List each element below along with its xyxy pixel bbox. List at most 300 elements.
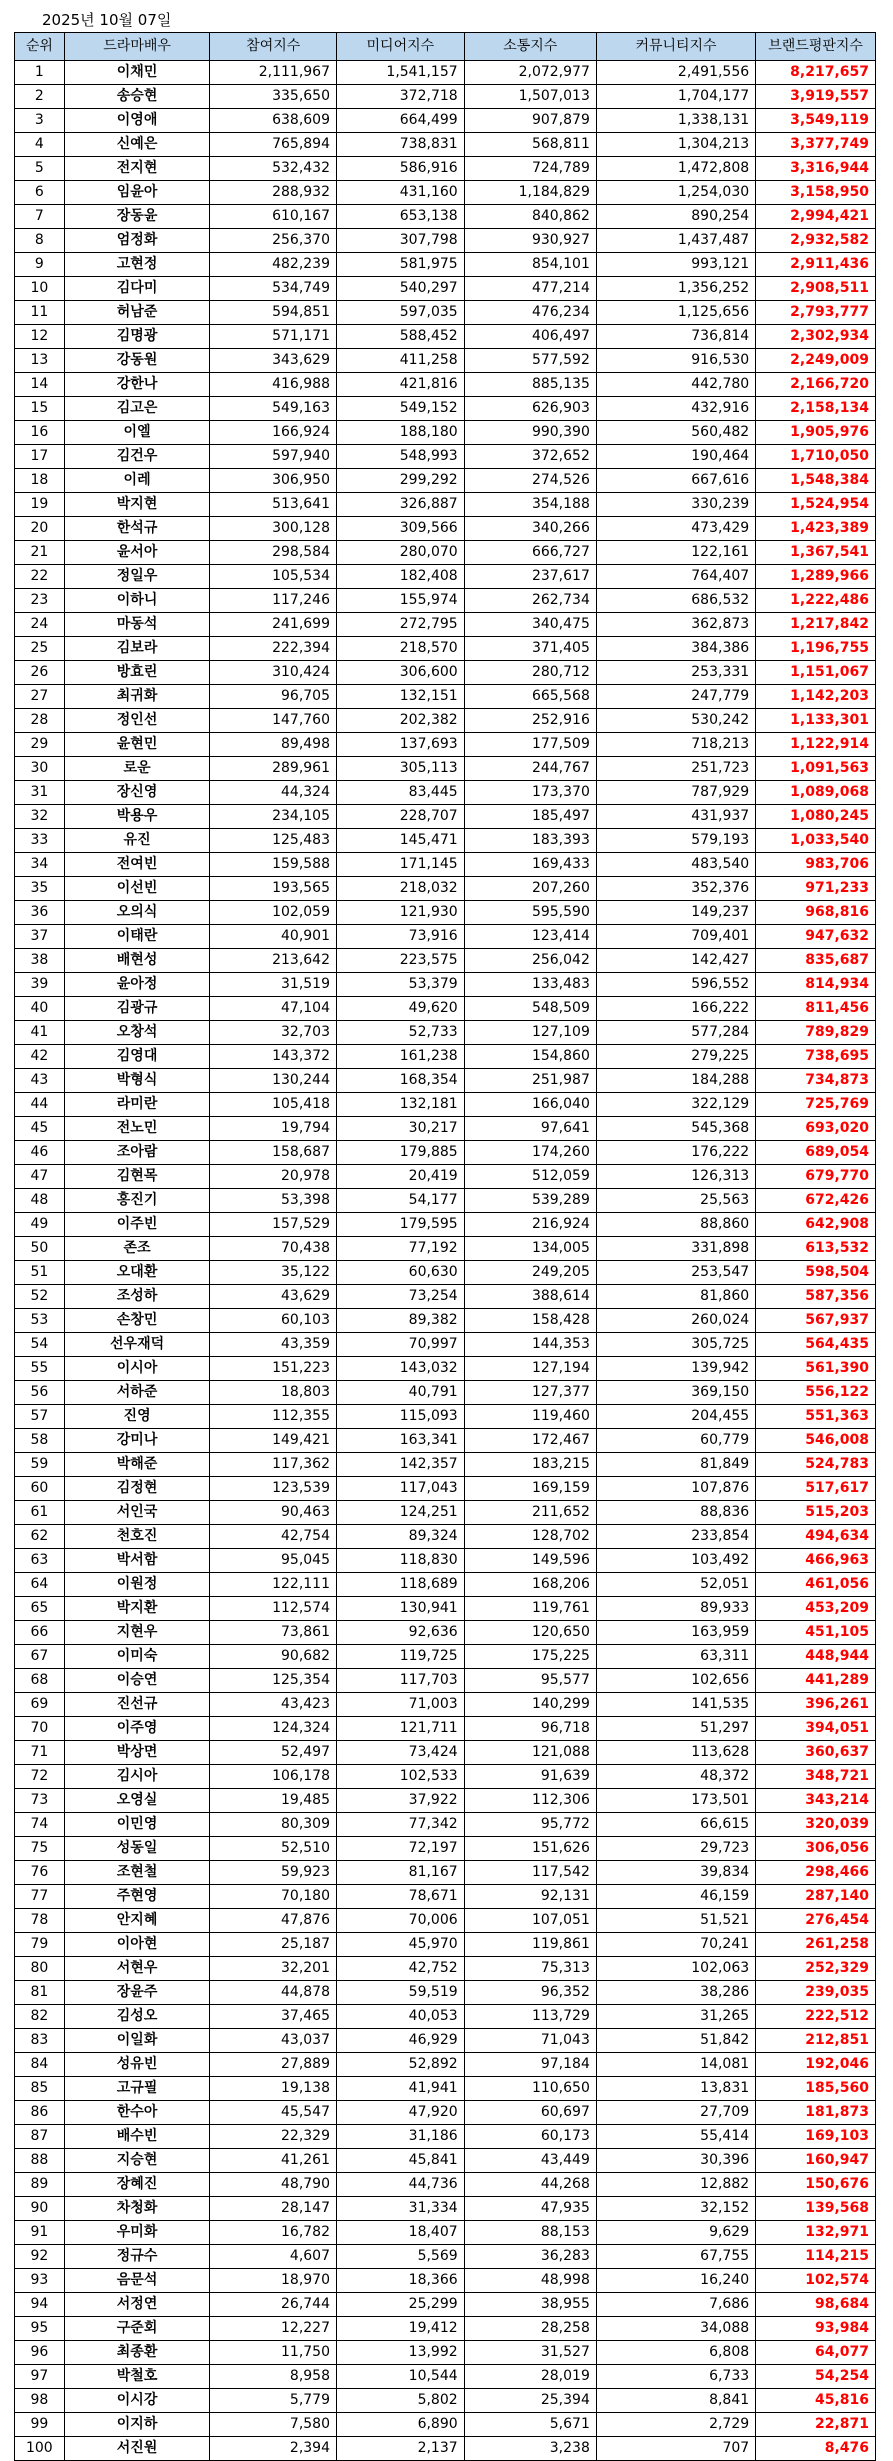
rank-cell: 31: [15, 781, 65, 805]
table-row: [15, 1165, 876, 1189]
brand-reputation-cell: 160,947: [756, 2149, 876, 2173]
rank-cell: 86: [15, 2101, 65, 2125]
participation-cell: 52,510: [210, 1837, 337, 1861]
media-cell: 202,382: [337, 709, 465, 733]
participation-cell: 594,851: [210, 301, 337, 325]
participation-cell: 765,894: [210, 133, 337, 157]
participation-cell: 19,138: [210, 2077, 337, 2101]
communication-cell: 3,238: [464, 2437, 596, 2461]
rank-cell: 1: [15, 61, 65, 85]
table-row: [15, 709, 876, 733]
brand-reputation-cell: 8,476: [756, 2437, 876, 2461]
participation-cell: 193,565: [210, 877, 337, 901]
table-row: [15, 901, 876, 925]
brand-reputation-cell: 252,329: [756, 1957, 876, 1981]
brand-reputation-cell: 453,209: [756, 1597, 876, 1621]
media-cell: 179,595: [337, 1213, 465, 1237]
participation-cell: 124,324: [210, 1717, 337, 1741]
rank-cell: 97: [15, 2365, 65, 2389]
media-cell: 37,922: [337, 1789, 465, 1813]
header-row: [15, 33, 876, 61]
participation-cell: 534,749: [210, 277, 337, 301]
community-cell: 81,860: [596, 1285, 755, 1309]
table-row: [15, 541, 876, 565]
media-cell: 70,006: [337, 1909, 465, 1933]
participation-cell: 44,324: [210, 781, 337, 805]
participation-cell: 105,418: [210, 1093, 337, 1117]
rank-cell: 24: [15, 613, 65, 637]
rank-cell: 65: [15, 1597, 65, 1621]
media-cell: 653,138: [337, 205, 465, 229]
header-community: 커뮤니티지수: [596, 33, 755, 61]
participation-cell: 40,901: [210, 925, 337, 949]
actor-name-cell: 우미화: [64, 2221, 210, 2245]
media-cell: 52,892: [337, 2053, 465, 2077]
media-cell: 45,841: [337, 2149, 465, 2173]
table-row: [15, 2293, 876, 2317]
community-cell: 141,535: [596, 1693, 755, 1717]
table-body: [15, 61, 876, 2461]
communication-cell: 577,592: [464, 349, 596, 373]
table-row: [15, 2389, 876, 2413]
participation-cell: 151,223: [210, 1357, 337, 1381]
community-cell: 787,929: [596, 781, 755, 805]
participation-cell: 159,588: [210, 853, 337, 877]
brand-reputation-cell: 551,363: [756, 1405, 876, 1429]
communication-cell: 127,194: [464, 1357, 596, 1381]
rank-cell: 25: [15, 637, 65, 661]
table-row: [15, 493, 876, 517]
participation-cell: 16,782: [210, 2221, 337, 2245]
communication-cell: 512,059: [464, 1165, 596, 1189]
table-row: [15, 733, 876, 757]
communication-cell: 92,131: [464, 1885, 596, 1909]
brand-reputation-cell: 239,035: [756, 1981, 876, 2005]
actor-name-cell: 홍진기: [64, 1189, 210, 1213]
actor-name-cell: 이주빈: [64, 1213, 210, 1237]
rank-cell: 71: [15, 1741, 65, 1765]
header-brand-reputation: 브랜드평판지수: [756, 33, 876, 61]
participation-cell: 122,111: [210, 1573, 337, 1597]
brand-reputation-cell: 672,426: [756, 1189, 876, 1213]
table-row: [15, 2053, 876, 2077]
communication-cell: 71,043: [464, 2029, 596, 2053]
actor-name-cell: 오의식: [64, 901, 210, 925]
communication-cell: 666,727: [464, 541, 596, 565]
actor-name-cell: 임윤아: [64, 181, 210, 205]
actor-name-cell: 조현철: [64, 1861, 210, 1885]
community-cell: 9,629: [596, 2221, 755, 2245]
communication-cell: 75,313: [464, 1957, 596, 1981]
table-row: [15, 2005, 876, 2029]
participation-cell: 48,790: [210, 2173, 337, 2197]
community-cell: 1,125,656: [596, 301, 755, 325]
participation-cell: 43,359: [210, 1333, 337, 1357]
communication-cell: 96,352: [464, 1981, 596, 2005]
actor-name-cell: 고규필: [64, 2077, 210, 2101]
community-cell: 89,933: [596, 1597, 755, 1621]
brand-reputation-cell: 689,054: [756, 1141, 876, 1165]
rank-cell: 52: [15, 1285, 65, 1309]
brand-reputation-cell: 1,423,389: [756, 517, 876, 541]
participation-cell: 241,699: [210, 613, 337, 637]
brand-reputation-cell: 2,793,777: [756, 301, 876, 325]
rank-cell: 87: [15, 2125, 65, 2149]
table-row: [15, 565, 876, 589]
community-cell: 384,386: [596, 637, 755, 661]
actor-name-cell: 이엘: [64, 421, 210, 445]
actor-name-cell: 방효린: [64, 661, 210, 685]
media-cell: 168,354: [337, 1069, 465, 1093]
community-cell: 736,814: [596, 325, 755, 349]
media-cell: 581,975: [337, 253, 465, 277]
actor-name-cell: 박해준: [64, 1453, 210, 1477]
communication-cell: 173,370: [464, 781, 596, 805]
brand-reputation-cell: 3,919,557: [756, 85, 876, 109]
rank-cell: 46: [15, 1141, 65, 1165]
actor-name-cell: 천호진: [64, 1525, 210, 1549]
rank-cell: 73: [15, 1789, 65, 1813]
table-row: [15, 1525, 876, 1549]
participation-cell: 95,045: [210, 1549, 337, 1573]
participation-cell: 7,580: [210, 2413, 337, 2437]
brand-reputation-cell: 102,574: [756, 2269, 876, 2293]
brand-reputation-cell: 587,356: [756, 1285, 876, 1309]
community-cell: 38,286: [596, 1981, 755, 2005]
rank-cell: 89: [15, 2173, 65, 2197]
table-row: [15, 1357, 876, 1381]
community-cell: 916,530: [596, 349, 755, 373]
media-cell: 92,636: [337, 1621, 465, 1645]
community-cell: 51,842: [596, 2029, 755, 2053]
rank-cell: 5: [15, 157, 65, 181]
media-cell: 77,192: [337, 1237, 465, 1261]
communication-cell: 885,135: [464, 373, 596, 397]
communication-cell: 207,260: [464, 877, 596, 901]
rank-cell: 72: [15, 1765, 65, 1789]
rank-cell: 92: [15, 2245, 65, 2269]
actor-name-cell: 성동일: [64, 1837, 210, 1861]
communication-cell: 158,428: [464, 1309, 596, 1333]
media-cell: 115,093: [337, 1405, 465, 1429]
actor-name-cell: 강미나: [64, 1429, 210, 1453]
community-cell: 2,491,556: [596, 61, 755, 85]
rank-cell: 57: [15, 1405, 65, 1429]
actor-name-cell: 손창민: [64, 1309, 210, 1333]
rank-cell: 82: [15, 2005, 65, 2029]
community-cell: 1,356,252: [596, 277, 755, 301]
media-cell: 30,217: [337, 1117, 465, 1141]
community-cell: 709,401: [596, 925, 755, 949]
brand-reputation-cell: 1,196,755: [756, 637, 876, 661]
media-cell: 145,471: [337, 829, 465, 853]
communication-cell: 185,497: [464, 805, 596, 829]
community-cell: 1,304,213: [596, 133, 755, 157]
actor-name-cell: 윤현민: [64, 733, 210, 757]
media-cell: 31,186: [337, 2125, 465, 2149]
table-row: [15, 2437, 876, 2461]
table-row: [15, 757, 876, 781]
media-cell: 411,258: [337, 349, 465, 373]
actor-name-cell: 윤아정: [64, 973, 210, 997]
media-cell: 431,160: [337, 181, 465, 205]
table-row: [15, 2101, 876, 2125]
actor-name-cell: 이원정: [64, 1573, 210, 1597]
actor-name-cell: 지현우: [64, 1621, 210, 1645]
community-cell: 577,284: [596, 1021, 755, 1045]
table-row: [15, 2317, 876, 2341]
table-row: [15, 2077, 876, 2101]
communication-cell: 280,712: [464, 661, 596, 685]
community-cell: 530,242: [596, 709, 755, 733]
table-row: [15, 1813, 876, 1837]
actor-name-cell: 김시아: [64, 1765, 210, 1789]
community-cell: 176,222: [596, 1141, 755, 1165]
communication-cell: 110,650: [464, 2077, 596, 2101]
table-row: [15, 325, 876, 349]
brand-reputation-cell: 1,089,068: [756, 781, 876, 805]
rank-cell: 28: [15, 709, 65, 733]
brand-reputation-cell: 3,549,119: [756, 109, 876, 133]
community-cell: 60,779: [596, 1429, 755, 1453]
actor-name-cell: 진선규: [64, 1693, 210, 1717]
table-row: [15, 1093, 876, 1117]
communication-cell: 169,433: [464, 853, 596, 877]
communication-cell: 477,214: [464, 277, 596, 301]
community-cell: 442,780: [596, 373, 755, 397]
media-cell: 121,930: [337, 901, 465, 925]
media-cell: 299,292: [337, 469, 465, 493]
media-cell: 588,452: [337, 325, 465, 349]
actor-name-cell: 장혜진: [64, 2173, 210, 2197]
communication-cell: 28,258: [464, 2317, 596, 2341]
communication-cell: 166,040: [464, 1093, 596, 1117]
communication-cell: 31,527: [464, 2341, 596, 2365]
community-cell: 16,240: [596, 2269, 755, 2293]
brand-reputation-cell: 835,687: [756, 949, 876, 973]
rank-cell: 41: [15, 1021, 65, 1045]
community-cell: 279,225: [596, 1045, 755, 1069]
community-cell: 764,407: [596, 565, 755, 589]
brand-reputation-cell: 185,560: [756, 2077, 876, 2101]
media-cell: 77,342: [337, 1813, 465, 1837]
brand-reputation-cell: 2,249,009: [756, 349, 876, 373]
participation-cell: 130,244: [210, 1069, 337, 1093]
communication-cell: 140,299: [464, 1693, 596, 1717]
brand-reputation-cell: 1,222,486: [756, 589, 876, 613]
actor-name-cell: 조아람: [64, 1141, 210, 1165]
media-cell: 307,798: [337, 229, 465, 253]
participation-cell: 610,167: [210, 205, 337, 229]
media-cell: 421,816: [337, 373, 465, 397]
brand-reputation-cell: 679,770: [756, 1165, 876, 1189]
community-cell: 707: [596, 2437, 755, 2461]
communication-cell: 60,697: [464, 2101, 596, 2125]
community-cell: 184,288: [596, 1069, 755, 1093]
community-cell: 718,213: [596, 733, 755, 757]
brand-reputation-cell: 983,706: [756, 853, 876, 877]
brand-reputation-cell: 1,133,301: [756, 709, 876, 733]
actor-name-cell: 김보라: [64, 637, 210, 661]
actor-name-cell: 라미란: [64, 1093, 210, 1117]
participation-cell: 70,180: [210, 1885, 337, 1909]
participation-cell: 149,421: [210, 1429, 337, 1453]
brand-reputation-cell: 448,944: [756, 1645, 876, 1669]
communication-cell: 168,206: [464, 1573, 596, 1597]
actor-name-cell: 장신영: [64, 781, 210, 805]
communication-cell: 175,225: [464, 1645, 596, 1669]
participation-cell: 52,497: [210, 1741, 337, 1765]
participation-cell: 47,104: [210, 997, 337, 1021]
brand-reputation-cell: 1,710,050: [756, 445, 876, 469]
media-cell: 143,032: [337, 1357, 465, 1381]
media-cell: 218,032: [337, 877, 465, 901]
communication-cell: 107,051: [464, 1909, 596, 1933]
community-cell: 596,552: [596, 973, 755, 997]
community-cell: 579,193: [596, 829, 755, 853]
brand-reputation-cell: 64,077: [756, 2341, 876, 2365]
participation-cell: 41,261: [210, 2149, 337, 2173]
participation-cell: 549,163: [210, 397, 337, 421]
brand-reputation-cell: 320,039: [756, 1813, 876, 1837]
community-cell: 432,916: [596, 397, 755, 421]
brand-reputation-cell: 93,984: [756, 2317, 876, 2341]
communication-cell: 96,718: [464, 1717, 596, 1741]
rank-cell: 44: [15, 1093, 65, 1117]
rank-cell: 22: [15, 565, 65, 589]
table-row: [15, 157, 876, 181]
community-cell: 483,540: [596, 853, 755, 877]
media-cell: 124,251: [337, 1501, 465, 1525]
communication-cell: 133,483: [464, 973, 596, 997]
community-cell: 107,876: [596, 1477, 755, 1501]
brand-reputation-cell: 114,215: [756, 2245, 876, 2269]
actor-name-cell: 이주영: [64, 1717, 210, 1741]
rank-cell: 60: [15, 1477, 65, 1501]
brand-reputation-cell: 306,056: [756, 1837, 876, 1861]
actor-name-cell: 오영실: [64, 1789, 210, 1813]
brand-reputation-cell: 1,122,914: [756, 733, 876, 757]
media-cell: 117,043: [337, 1477, 465, 1501]
rank-cell: 83: [15, 2029, 65, 2053]
communication-cell: 149,596: [464, 1549, 596, 1573]
communication-cell: 539,289: [464, 1189, 596, 1213]
communication-cell: 840,862: [464, 205, 596, 229]
brand-reputation-cell: 2,908,511: [756, 277, 876, 301]
rank-cell: 12: [15, 325, 65, 349]
actor-name-cell: 오대환: [64, 1261, 210, 1285]
media-cell: 81,167: [337, 1861, 465, 1885]
rank-cell: 55: [15, 1357, 65, 1381]
rank-cell: 62: [15, 1525, 65, 1549]
media-cell: 60,630: [337, 1261, 465, 1285]
participation-cell: 32,201: [210, 1957, 337, 1981]
media-cell: 5,802: [337, 2389, 465, 2413]
community-cell: 330,239: [596, 493, 755, 517]
media-cell: 20,419: [337, 1165, 465, 1189]
participation-cell: 43,037: [210, 2029, 337, 2053]
table-row: [15, 1789, 876, 1813]
participation-cell: 59,923: [210, 1861, 337, 1885]
community-cell: 25,563: [596, 1189, 755, 1213]
brand-reputation-cell: 181,873: [756, 2101, 876, 2125]
participation-cell: 125,354: [210, 1669, 337, 1693]
brand-reputation-cell: 968,816: [756, 901, 876, 925]
actor-name-cell: 박형식: [64, 1069, 210, 1093]
rank-cell: 21: [15, 541, 65, 565]
participation-cell: 298,584: [210, 541, 337, 565]
actor-name-cell: 고현정: [64, 253, 210, 277]
media-cell: 47,920: [337, 2101, 465, 2125]
brand-reputation-cell: 261,258: [756, 1933, 876, 1957]
participation-cell: 28,147: [210, 2197, 337, 2221]
table-row: [15, 661, 876, 685]
actor-name-cell: 김영대: [64, 1045, 210, 1069]
table-row: [15, 349, 876, 373]
community-cell: 6,733: [596, 2365, 755, 2389]
participation-cell: 597,940: [210, 445, 337, 469]
participation-cell: 234,105: [210, 805, 337, 829]
table-row: [15, 2149, 876, 2173]
communication-cell: 38,955: [464, 2293, 596, 2317]
communication-cell: 626,903: [464, 397, 596, 421]
table-row: [15, 997, 876, 1021]
participation-cell: 343,629: [210, 349, 337, 373]
participation-cell: 44,878: [210, 1981, 337, 2005]
actor-name-cell: 최종환: [64, 2341, 210, 2365]
actor-name-cell: 로운: [64, 757, 210, 781]
rank-cell: 91: [15, 2221, 65, 2245]
table-row: [15, 829, 876, 853]
brand-reputation-cell: 1,524,954: [756, 493, 876, 517]
actor-name-cell: 이민영: [64, 1813, 210, 1837]
rank-cell: 79: [15, 1933, 65, 1957]
rank-cell: 61: [15, 1501, 65, 1525]
media-cell: 142,357: [337, 1453, 465, 1477]
communication-cell: 406,497: [464, 325, 596, 349]
communication-cell: 174,260: [464, 1141, 596, 1165]
community-cell: 31,265: [596, 2005, 755, 2029]
media-cell: 45,970: [337, 1933, 465, 1957]
participation-cell: 19,485: [210, 1789, 337, 1813]
actor-name-cell: 주현영: [64, 1885, 210, 1909]
actor-name-cell: 구준회: [64, 2317, 210, 2341]
rank-cell: 19: [15, 493, 65, 517]
communication-cell: 249,205: [464, 1261, 596, 1285]
communication-cell: 121,088: [464, 1741, 596, 1765]
rank-cell: 32: [15, 805, 65, 829]
table-row: [15, 2221, 876, 2245]
table-row: [15, 85, 876, 109]
brand-reputation-cell: 598,504: [756, 1261, 876, 1285]
media-cell: 118,830: [337, 1549, 465, 1573]
participation-cell: 147,760: [210, 709, 337, 733]
brand-reputation-cell: 567,937: [756, 1309, 876, 1333]
media-cell: 309,566: [337, 517, 465, 541]
community-cell: 560,482: [596, 421, 755, 445]
table-row: [15, 397, 876, 421]
actor-name-cell: 한석규: [64, 517, 210, 541]
actor-name-cell: 장동윤: [64, 205, 210, 229]
communication-cell: 127,109: [464, 1021, 596, 1045]
community-cell: 29,723: [596, 1837, 755, 1861]
community-cell: 51,521: [596, 1909, 755, 1933]
actor-name-cell: 정일우: [64, 565, 210, 589]
participation-cell: 125,483: [210, 829, 337, 853]
actor-name-cell: 이선빈: [64, 877, 210, 901]
media-cell: 70,997: [337, 1333, 465, 1357]
participation-cell: 289,961: [210, 757, 337, 781]
